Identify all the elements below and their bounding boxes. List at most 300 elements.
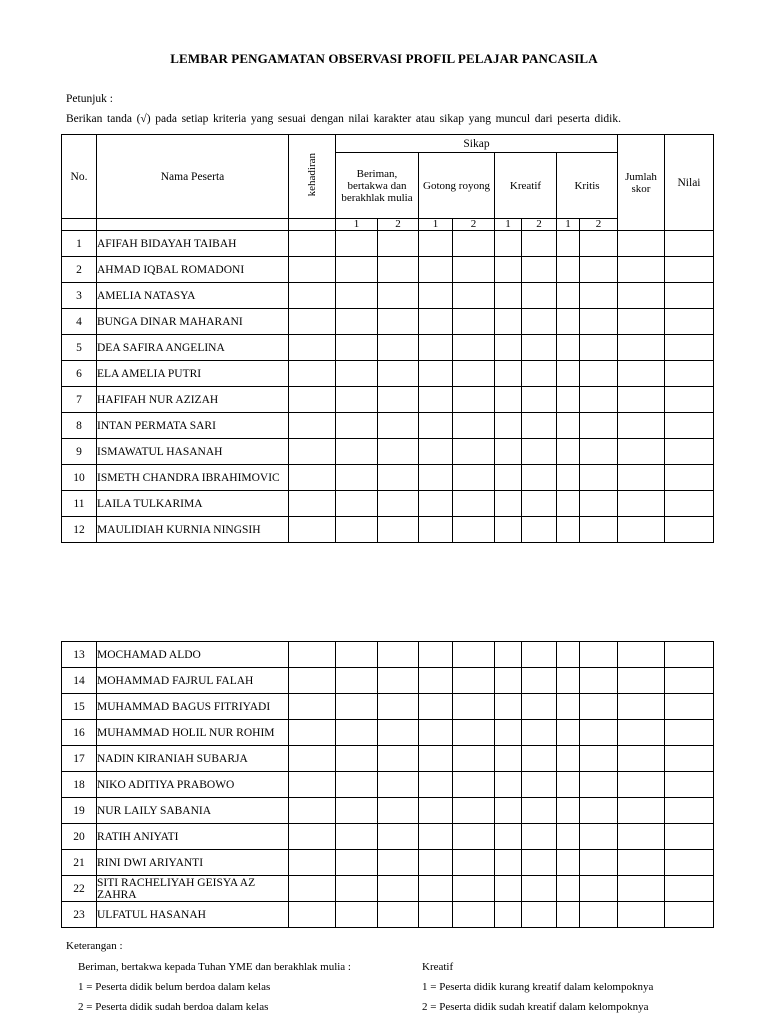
- score-cell[interactable]: [557, 257, 580, 283]
- score-cell[interactable]: [378, 668, 419, 694]
- score-cell[interactable]: [665, 798, 714, 824]
- score-cell[interactable]: [419, 309, 453, 335]
- score-cell[interactable]: [419, 902, 453, 928]
- score-cell[interactable]: [289, 465, 336, 491]
- score-cell[interactable]: [522, 876, 557, 902]
- score-cell[interactable]: [580, 231, 618, 257]
- score-cell[interactable]: [378, 517, 419, 543]
- score-cell[interactable]: [665, 361, 714, 387]
- score-cell[interactable]: [557, 335, 580, 361]
- score-cell[interactable]: [453, 257, 495, 283]
- score-cell[interactable]: [580, 746, 618, 772]
- score-cell[interactable]: [522, 361, 557, 387]
- table-row: [62, 283, 714, 309]
- score-cell[interactable]: [378, 491, 419, 517]
- score-cell[interactable]: [618, 335, 665, 361]
- score-cell[interactable]: [580, 850, 618, 876]
- score-cell[interactable]: [453, 824, 495, 850]
- score-cell[interactable]: [495, 257, 522, 283]
- score-cell[interactable]: [495, 720, 522, 746]
- student-name: ELA AMELIA PUTRI: [97, 361, 289, 387]
- score-cell[interactable]: [522, 465, 557, 491]
- score-cell[interactable]: [522, 694, 557, 720]
- score-cell[interactable]: [453, 413, 495, 439]
- score-cell[interactable]: [419, 361, 453, 387]
- score-cell[interactable]: [378, 465, 419, 491]
- score-cell[interactable]: [522, 746, 557, 772]
- score-cell[interactable]: [289, 772, 336, 798]
- score-cell[interactable]: [495, 361, 522, 387]
- score-cell[interactable]: [453, 876, 495, 902]
- score-cell[interactable]: [378, 309, 419, 335]
- row-number: 11: [62, 491, 97, 517]
- score-cell[interactable]: [336, 309, 378, 335]
- score-cell[interactable]: [419, 257, 453, 283]
- score-cell[interactable]: [289, 491, 336, 517]
- score-cell[interactable]: [453, 309, 495, 335]
- score-cell[interactable]: [289, 850, 336, 876]
- score-cell[interactable]: [522, 850, 557, 876]
- score-cell[interactable]: [557, 876, 580, 902]
- score-cell[interactable]: [580, 798, 618, 824]
- score-cell[interactable]: [336, 798, 378, 824]
- table-row: [62, 413, 714, 439]
- header-sikap: Sikap: [336, 135, 618, 153]
- table-row: [62, 668, 714, 694]
- score-cell[interactable]: [665, 465, 714, 491]
- score-cell[interactable]: [419, 439, 453, 465]
- score-cell[interactable]: [289, 746, 336, 772]
- score-cell[interactable]: [522, 824, 557, 850]
- score-cell[interactable]: [419, 876, 453, 902]
- score-cell[interactable]: [665, 876, 714, 902]
- student-name: NIKO ADITIYA PRABOWO: [97, 772, 289, 798]
- score-cell[interactable]: [618, 231, 665, 257]
- score-cell[interactable]: [557, 387, 580, 413]
- score-cell[interactable]: [557, 361, 580, 387]
- table-row: [62, 824, 714, 850]
- score-cell[interactable]: [419, 798, 453, 824]
- header-sub-blank: [97, 219, 289, 231]
- score-cell[interactable]: [378, 824, 419, 850]
- score-cell[interactable]: [618, 309, 665, 335]
- score-cell[interactable]: [495, 231, 522, 257]
- score-cell[interactable]: [557, 746, 580, 772]
- score-cell[interactable]: [453, 439, 495, 465]
- observation-table-part1: [61, 134, 714, 543]
- score-cell[interactable]: [289, 668, 336, 694]
- score-cell[interactable]: [665, 668, 714, 694]
- row-number: 12: [62, 517, 97, 543]
- score-cell[interactable]: [419, 387, 453, 413]
- score-cell[interactable]: [580, 694, 618, 720]
- score-cell[interactable]: [453, 283, 495, 309]
- score-cell[interactable]: [522, 309, 557, 335]
- score-cell[interactable]: [580, 257, 618, 283]
- score-cell[interactable]: [419, 231, 453, 257]
- score-cell[interactable]: [580, 902, 618, 928]
- score-cell[interactable]: [378, 798, 419, 824]
- score-cell[interactable]: [378, 257, 419, 283]
- score-cell[interactable]: [522, 491, 557, 517]
- score-cell[interactable]: [336, 413, 378, 439]
- score-cell[interactable]: [618, 772, 665, 798]
- score-cell[interactable]: [557, 309, 580, 335]
- score-cell[interactable]: [580, 335, 618, 361]
- score-cell[interactable]: [378, 361, 419, 387]
- score-cell[interactable]: [580, 439, 618, 465]
- score-cell[interactable]: [618, 694, 665, 720]
- score-cell[interactable]: [378, 694, 419, 720]
- table-row: [62, 231, 714, 257]
- score-cell[interactable]: [522, 387, 557, 413]
- score-cell[interactable]: [378, 746, 419, 772]
- row-number: 7: [62, 387, 97, 413]
- score-cell[interactable]: [289, 231, 336, 257]
- student-name: NADIN KIRANIAH SUBARJA: [97, 746, 289, 772]
- score-cell[interactable]: [665, 850, 714, 876]
- score-cell[interactable]: [580, 309, 618, 335]
- score-cell[interactable]: [378, 439, 419, 465]
- score-cell[interactable]: [419, 720, 453, 746]
- score-cell[interactable]: [289, 335, 336, 361]
- score-cell[interactable]: [336, 772, 378, 798]
- score-cell[interactable]: [495, 824, 522, 850]
- score-cell[interactable]: [289, 876, 336, 902]
- score-cell[interactable]: [336, 720, 378, 746]
- score-cell[interactable]: [557, 283, 580, 309]
- score-cell[interactable]: [495, 694, 522, 720]
- score-cell[interactable]: [336, 850, 378, 876]
- score-cell[interactable]: [557, 517, 580, 543]
- score-cell[interactable]: [336, 257, 378, 283]
- score-cell[interactable]: [336, 902, 378, 928]
- score-cell[interactable]: [453, 387, 495, 413]
- score-cell[interactable]: [522, 231, 557, 257]
- score-cell[interactable]: [336, 668, 378, 694]
- student-name: SITI RACHELIYAH GEISYA AZ ZAHRA: [97, 876, 289, 902]
- score-cell[interactable]: [289, 257, 336, 283]
- score-cell[interactable]: [419, 465, 453, 491]
- score-cell[interactable]: [453, 335, 495, 361]
- row-number: 4: [62, 309, 97, 335]
- score-cell[interactable]: [336, 283, 378, 309]
- score-cell[interactable]: [495, 465, 522, 491]
- score-cell[interactable]: [419, 491, 453, 517]
- student-name: MUHAMMAD HOLIL NUR ROHIM: [97, 720, 289, 746]
- score-cell[interactable]: [580, 465, 618, 491]
- score-cell[interactable]: [419, 850, 453, 876]
- notes-left-heading: Beriman, bertakwa kepada Tuhan YME dan berakhlak mulia :: [78, 961, 351, 973]
- score-cell[interactable]: [618, 491, 665, 517]
- score-cell[interactable]: [378, 335, 419, 361]
- score-cell[interactable]: [453, 465, 495, 491]
- header-group-gotong-royong: Gotong royong: [419, 153, 495, 219]
- score-cell[interactable]: [580, 387, 618, 413]
- score-cell[interactable]: [289, 361, 336, 387]
- score-cell[interactable]: [453, 746, 495, 772]
- student-name: DEA SAFIRA ANGELINA: [97, 335, 289, 361]
- score-cell[interactable]: [289, 720, 336, 746]
- row-number: 3: [62, 283, 97, 309]
- score-cell[interactable]: [580, 720, 618, 746]
- score-cell[interactable]: [336, 642, 378, 668]
- student-name: BUNGA DINAR MAHARANI: [97, 309, 289, 335]
- score-cell[interactable]: [419, 283, 453, 309]
- score-cell[interactable]: [378, 850, 419, 876]
- score-cell[interactable]: [378, 283, 419, 309]
- score-cell[interactable]: [336, 387, 378, 413]
- table-row: [62, 694, 714, 720]
- score-cell[interactable]: [419, 642, 453, 668]
- score-cell[interactable]: [336, 231, 378, 257]
- score-cell[interactable]: [665, 517, 714, 543]
- score-cell[interactable]: [522, 642, 557, 668]
- table-row: [62, 720, 714, 746]
- score-cell[interactable]: [289, 309, 336, 335]
- score-cell[interactable]: [522, 439, 557, 465]
- score-cell[interactable]: [495, 798, 522, 824]
- score-cell[interactable]: [378, 720, 419, 746]
- score-cell[interactable]: [580, 824, 618, 850]
- score-cell[interactable]: [522, 772, 557, 798]
- score-cell[interactable]: [522, 902, 557, 928]
- score-cell[interactable]: [289, 387, 336, 413]
- score-cell[interactable]: [495, 309, 522, 335]
- score-cell[interactable]: [336, 694, 378, 720]
- score-cell[interactable]: [618, 902, 665, 928]
- score-cell[interactable]: [453, 491, 495, 517]
- score-cell[interactable]: [665, 694, 714, 720]
- score-cell[interactable]: [580, 413, 618, 439]
- score-cell[interactable]: [419, 746, 453, 772]
- score-cell[interactable]: [336, 491, 378, 517]
- score-cell[interactable]: [495, 902, 522, 928]
- score-cell[interactable]: [336, 517, 378, 543]
- score-cell[interactable]: [378, 413, 419, 439]
- notes-right-item: 1 = Peserta didik kurang kreatif dalam kelompoknya: [422, 981, 654, 993]
- score-cell[interactable]: [453, 720, 495, 746]
- score-cell[interactable]: [618, 361, 665, 387]
- score-cell[interactable]: [618, 257, 665, 283]
- header-name: Nama Peserta: [97, 135, 289, 219]
- score-cell[interactable]: [453, 668, 495, 694]
- score-cell[interactable]: [522, 798, 557, 824]
- score-cell[interactable]: [453, 517, 495, 543]
- score-cell[interactable]: [419, 772, 453, 798]
- page-title: LEMBAR PENGAMATAN OBSERVASI PROFIL PELAJAR PANCASILA: [170, 51, 598, 66]
- score-cell[interactable]: [453, 798, 495, 824]
- score-cell[interactable]: [378, 231, 419, 257]
- score-cell[interactable]: [665, 413, 714, 439]
- row-number: 16: [62, 720, 97, 746]
- score-cell[interactable]: [580, 517, 618, 543]
- score-cell[interactable]: [453, 642, 495, 668]
- score-cell[interactable]: [580, 642, 618, 668]
- header-no: No.: [62, 135, 97, 219]
- score-cell[interactable]: [665, 283, 714, 309]
- notes-right-heading: Kreatif: [422, 961, 454, 973]
- score-cell[interactable]: [289, 824, 336, 850]
- score-cell[interactable]: [336, 361, 378, 387]
- score-cell[interactable]: [618, 387, 665, 413]
- score-cell[interactable]: [289, 413, 336, 439]
- header-sub-blank: [289, 219, 336, 231]
- score-cell[interactable]: [336, 335, 378, 361]
- score-cell[interactable]: [522, 335, 557, 361]
- score-cell[interactable]: [289, 439, 336, 465]
- score-cell[interactable]: [618, 517, 665, 543]
- score-cell[interactable]: [289, 798, 336, 824]
- row-number: 14: [62, 668, 97, 694]
- score-cell[interactable]: [419, 694, 453, 720]
- student-name: MUHAMMAD BAGUS FITRIYADI: [97, 694, 289, 720]
- notes-right-item: 2 = Peserta didik sudah kreatif dalam kelompoknya: [422, 1001, 649, 1013]
- score-cell[interactable]: [336, 824, 378, 850]
- score-cell[interactable]: [665, 231, 714, 257]
- score-cell[interactable]: [336, 746, 378, 772]
- score-cell[interactable]: [378, 642, 419, 668]
- score-cell[interactable]: [522, 257, 557, 283]
- score-cell[interactable]: [557, 850, 580, 876]
- score-cell[interactable]: [495, 335, 522, 361]
- score-cell[interactable]: [495, 746, 522, 772]
- score-cell[interactable]: [665, 335, 714, 361]
- score-cell[interactable]: [557, 439, 580, 465]
- score-cell[interactable]: [289, 694, 336, 720]
- score-cell[interactable]: [522, 720, 557, 746]
- score-cell[interactable]: [580, 772, 618, 798]
- score-cell[interactable]: [453, 361, 495, 387]
- score-cell[interactable]: [618, 720, 665, 746]
- score-cell[interactable]: [522, 283, 557, 309]
- score-cell[interactable]: [336, 465, 378, 491]
- student-name: MAULIDIAH KURNIA NINGSIH: [97, 517, 289, 543]
- score-cell[interactable]: [557, 902, 580, 928]
- row-number: 8: [62, 413, 97, 439]
- score-cell[interactable]: [378, 772, 419, 798]
- score-cell[interactable]: [453, 694, 495, 720]
- score-cell[interactable]: [378, 902, 419, 928]
- score-cell[interactable]: [618, 439, 665, 465]
- score-cell[interactable]: [419, 335, 453, 361]
- score-cell[interactable]: [580, 876, 618, 902]
- score-cell[interactable]: [557, 465, 580, 491]
- score-cell[interactable]: [453, 231, 495, 257]
- score-cell[interactable]: [618, 283, 665, 309]
- score-cell[interactable]: [580, 491, 618, 517]
- score-cell[interactable]: [495, 439, 522, 465]
- header-sub-blank: [62, 219, 97, 231]
- score-cell[interactable]: [289, 642, 336, 668]
- score-cell[interactable]: [618, 413, 665, 439]
- score-cell[interactable]: [289, 283, 336, 309]
- score-cell[interactable]: [495, 876, 522, 902]
- score-cell[interactable]: [665, 642, 714, 668]
- score-cell[interactable]: [453, 850, 495, 876]
- score-cell[interactable]: [580, 361, 618, 387]
- notes-left-item: 2 = Peserta didik sudah berdoa dalam kelas: [78, 1001, 269, 1013]
- score-cell[interactable]: [495, 283, 522, 309]
- score-cell[interactable]: [495, 642, 522, 668]
- row-number: 23: [62, 902, 97, 928]
- score-cell[interactable]: [618, 850, 665, 876]
- score-cell[interactable]: [665, 772, 714, 798]
- score-cell[interactable]: [580, 668, 618, 694]
- score-cell[interactable]: [618, 798, 665, 824]
- score-cell[interactable]: [557, 668, 580, 694]
- score-cell[interactable]: [557, 413, 580, 439]
- score-cell[interactable]: [580, 283, 618, 309]
- score-cell[interactable]: [289, 517, 336, 543]
- score-cell[interactable]: [557, 694, 580, 720]
- table-row: [62, 387, 714, 413]
- header-group-beriman: Beriman, bertakwa dan berakhlak mulia: [336, 153, 419, 219]
- score-cell[interactable]: [618, 642, 665, 668]
- score-cell[interactable]: [557, 491, 580, 517]
- score-cell[interactable]: [557, 772, 580, 798]
- score-cell[interactable]: [618, 746, 665, 772]
- score-cell[interactable]: [557, 798, 580, 824]
- score-cell[interactable]: [557, 231, 580, 257]
- score-cell[interactable]: [618, 876, 665, 902]
- student-name: MOHAMMAD FAJRUL FALAH: [97, 668, 289, 694]
- score-cell[interactable]: [665, 746, 714, 772]
- score-cell[interactable]: [378, 387, 419, 413]
- table-row: [62, 902, 714, 928]
- score-cell[interactable]: [557, 720, 580, 746]
- score-cell[interactable]: [495, 850, 522, 876]
- score-cell[interactable]: [665, 309, 714, 335]
- score-cell[interactable]: [495, 387, 522, 413]
- score-cell[interactable]: [495, 668, 522, 694]
- score-cell[interactable]: [419, 517, 453, 543]
- score-cell[interactable]: [557, 642, 580, 668]
- table-row: [62, 491, 714, 517]
- score-cell[interactable]: [522, 517, 557, 543]
- score-cell[interactable]: [522, 413, 557, 439]
- score-cell[interactable]: [522, 668, 557, 694]
- score-cell[interactable]: [665, 387, 714, 413]
- score-cell[interactable]: [378, 876, 419, 902]
- score-cell[interactable]: [665, 824, 714, 850]
- score-cell[interactable]: [453, 902, 495, 928]
- header-total: Jumlah skor: [618, 135, 665, 231]
- score-cell[interactable]: [495, 413, 522, 439]
- table-row: [62, 876, 714, 902]
- score-cell[interactable]: [665, 439, 714, 465]
- score-cell[interactable]: [665, 902, 714, 928]
- table-row: [62, 257, 714, 283]
- score-cell[interactable]: [665, 720, 714, 746]
- score-cell[interactable]: [665, 257, 714, 283]
- score-cell[interactable]: [419, 413, 453, 439]
- score-cell[interactable]: [419, 824, 453, 850]
- score-cell[interactable]: [419, 668, 453, 694]
- score-cell[interactable]: [618, 824, 665, 850]
- score-cell[interactable]: [557, 824, 580, 850]
- score-cell[interactable]: [289, 902, 336, 928]
- score-cell[interactable]: [453, 772, 495, 798]
- score-cell[interactable]: [618, 465, 665, 491]
- score-cell[interactable]: [495, 491, 522, 517]
- score-cell[interactable]: [618, 668, 665, 694]
- score-cell[interactable]: [336, 439, 378, 465]
- score-cell[interactable]: [336, 876, 378, 902]
- score-cell[interactable]: [495, 772, 522, 798]
- score-cell[interactable]: [495, 517, 522, 543]
- score-cell[interactable]: [665, 491, 714, 517]
